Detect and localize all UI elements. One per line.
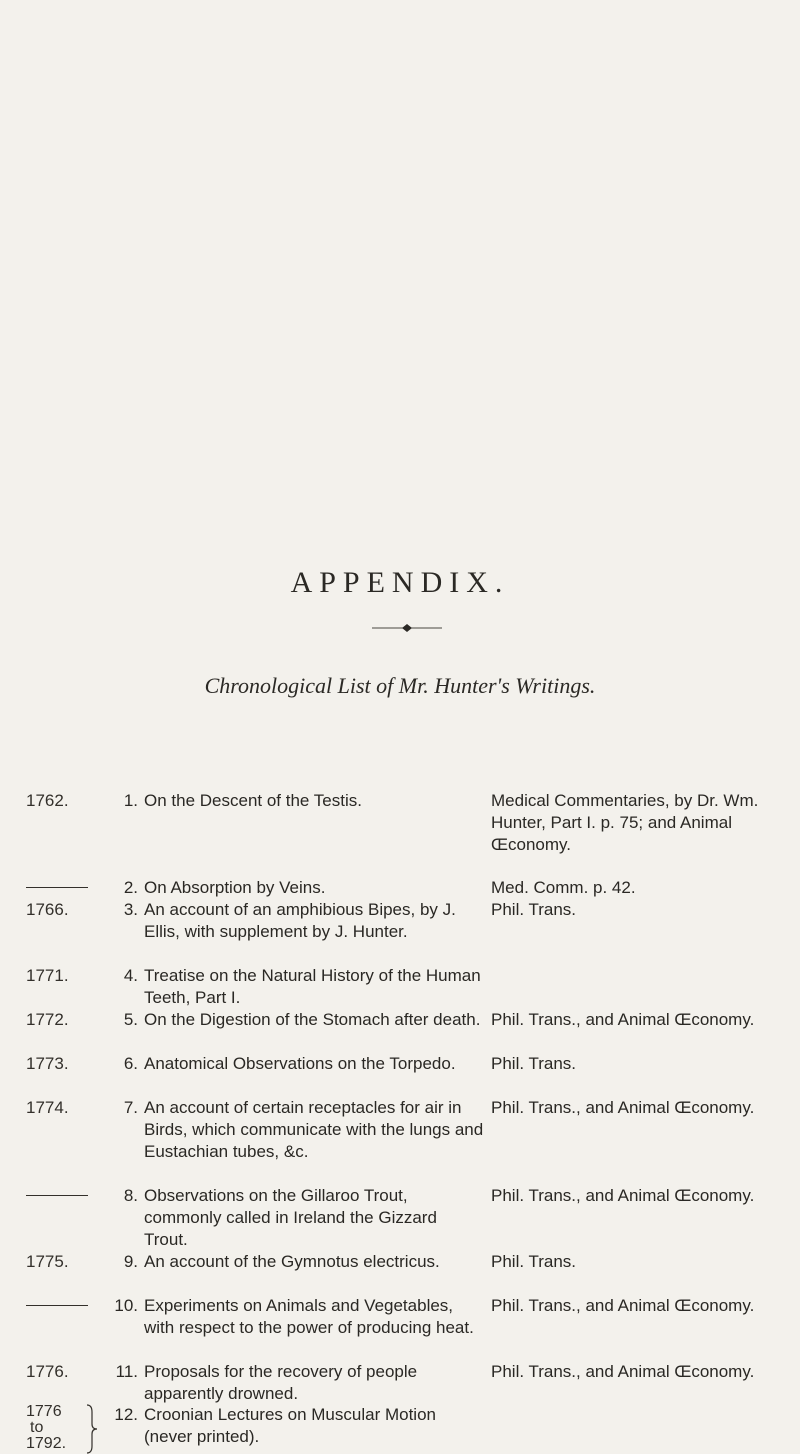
entry-publication: Phil. Trans., and Animal Œconomy. — [491, 1098, 755, 1117]
entry-year: 1772. — [26, 1010, 69, 1029]
entry-number: 12. — [114, 1405, 138, 1424]
entry-number: 9. — [123, 1252, 138, 1271]
entry-publication: Phil. Trans., and Animal Œconomy. — [491, 1186, 755, 1205]
entry-publication: Phil. Trans., and Animal Œconomy. — [491, 1010, 755, 1029]
entry-number: 6. — [123, 1054, 138, 1073]
entry-title: Proposals for the recovery of people apparently drowned. — [144, 1362, 418, 1403]
entry-number: 8. — [123, 1186, 138, 1205]
entry-publication: Phil. Trans., and Animal Œconomy. — [491, 1296, 755, 1315]
appendix-heading: APPENDIX. — [290, 566, 510, 599]
entry-year: 1775. — [26, 1252, 69, 1271]
entry-number: 2. — [123, 878, 138, 897]
entry-publication: Phil. Trans., and Animal Œconomy. — [491, 1362, 755, 1381]
entry-title: An account of an amphibious Bipes, by J. Ellis, with supplement by J. Hunter. — [144, 900, 456, 941]
entry-year: 1766. — [26, 900, 69, 919]
entry-year-range — [26, 1404, 88, 1452]
entry-title: On the Digestion of the Stomach after death. — [144, 1010, 481, 1029]
year-range-start: 1776 — [26, 1403, 62, 1420]
entry-title: Experiments on Animals and Vegetables, with respect to the power of producing heat. — [144, 1296, 474, 1337]
entry-number: 10. — [114, 1296, 138, 1315]
entry-publication: Phil. Trans. — [491, 900, 577, 919]
entry-publication: Medical Commentaries, by Dr. Wm. Hunter, Part I. p. 75; and Animal Œconomy. — [491, 791, 759, 854]
entry-year: 1762. — [26, 791, 69, 810]
entry-number: 4. — [123, 966, 138, 985]
right-brace-icon — [86, 1404, 98, 1454]
list-subtitle: Chronological List of Mr. Hunter's Writings. — [204, 673, 596, 698]
entry-year: 1773. — [26, 1054, 69, 1073]
entry-title: On Absorption by Veins. — [144, 878, 326, 897]
entry-title: An account of the Gymnotus electricus. — [144, 1252, 440, 1271]
entry-publication: Phil. Trans. — [491, 1252, 577, 1271]
entry-year: 1771. — [26, 966, 69, 985]
entry-number: 11. — [115, 1362, 138, 1381]
entry-title: Observations on the Gillaroo Trout, commonly called in Ireland the Gizzard Trout. — [144, 1186, 437, 1249]
entry-year-ditto — [26, 1195, 88, 1196]
entry-title: Croonian Lectures on Muscular Motion (never printed). — [144, 1405, 436, 1446]
year-range-to: to — [30, 1419, 44, 1436]
entry-title: Anatomical Observations on the Torpedo. — [144, 1054, 456, 1073]
year-range-end: 1792. — [26, 1435, 67, 1452]
entry-number: 3. — [123, 900, 138, 919]
entry-number: 7. — [123, 1098, 138, 1117]
entry-year: 1774. — [26, 1098, 69, 1117]
entry-publication: Phil. Trans. — [491, 1054, 577, 1073]
entry-year-ditto — [26, 887, 88, 888]
entry-title: An account of certain receptacles for air in Birds, which communicate with the lungs and Eustachian tubes, &c. — [144, 1098, 484, 1161]
entry-year-ditto — [26, 1305, 88, 1306]
entry-publication: Med. Comm. p. 42. — [491, 878, 636, 897]
entry-title: On the Descent of the Testis. — [144, 791, 362, 810]
entry-year: 1776. — [26, 1362, 69, 1381]
entry-number: 1. — [123, 791, 138, 810]
entry-number: 5. — [123, 1010, 138, 1029]
entry-title: Treatise on the Natural History of the Human Teeth, Part I. — [144, 966, 481, 1007]
